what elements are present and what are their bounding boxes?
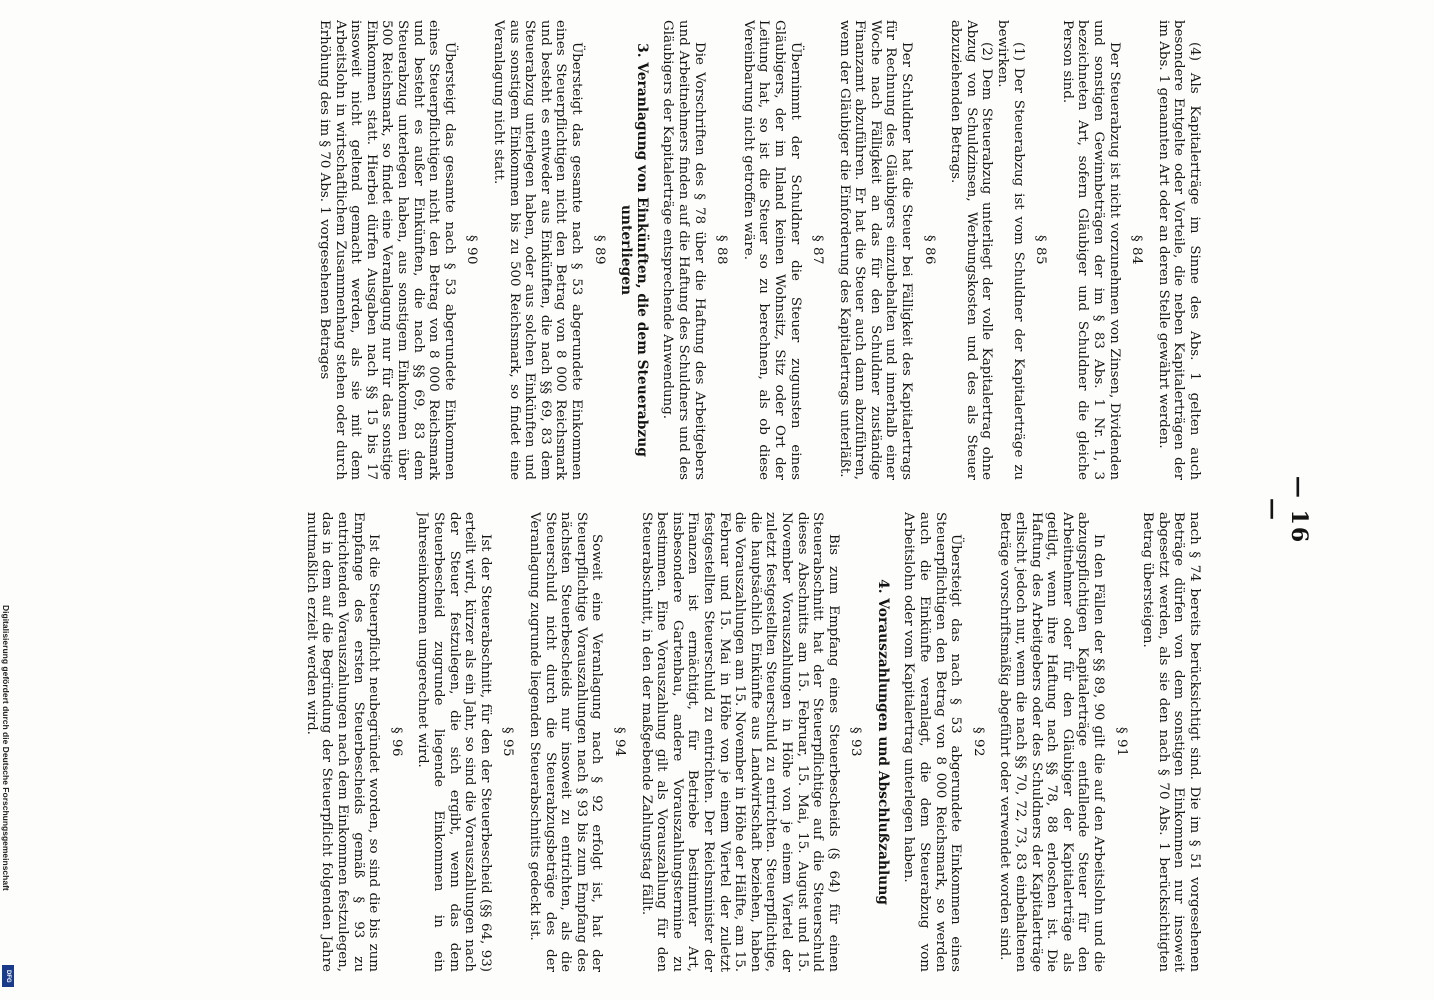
- rotated-text-block: [162, 0, 1322, 1000]
- paragraph: Die Vorschriften des § 78 über die Haftung des Arbeitgebers und Arbeitnehmers finden auf die Haftung des Schuldners und des Gläubigers der Kapitalerträge entsprechende Anwendung.: [660, 20, 707, 480]
- paragraph: (4) Als Kapitalerträge im Sinne des Abs. 1 gelten auch besondere Entgelte oder Vorteile, die neben Kapitalerträgen der im Abs. 1 genannten Art oder an deren Stelle gewährt werden.: [1155, 20, 1202, 480]
- paragraph: (2) Dem Steuerabzug unterliegt der volle Kapitalertrag ohne Abzug von Schuldzinsen, Werbungskosten und des als Steuer abzuziehenden Betrags.: [948, 20, 995, 480]
- paragraph: nach § 74 bereits berücksichtigt sind. Die im § 51 vorgesehenen Beträge dürfen von dem sonstigen Einkommen nur insoweit abgesetzt werden, als sie den nach § 70 Abs. 1 berücksichtigten Betrag übersteigen.: [1140, 512, 1202, 972]
- section-number: § 84: [1129, 235, 1145, 265]
- paragraph: Übernimmt der Schuldner die Steuer zugunsten eines Gläubigers, der im Inland keinen Wohnsitz, Sitz oder Ort der Leitung hat, so ist die Steuer so zu berechnen, als ob diese Vereinbarung nicht getroffen wäre.: [740, 20, 803, 480]
- paragraph: Der Steuerabzug ist nicht vorzunehmen von Zinsen, Dividenden und sonstigen Gewinnbeträgen der im § 83 Abs. 1 Nr. 1, 3 bezeichneten Art, sofern Gläubiger und Schuldner die gleiche Person sind.: [1059, 20, 1122, 480]
- digitization-credit: Digitalisierung gefördert durch die Deutsche Forschungsgemeinschaft: [1, 605, 11, 891]
- right-column: [162, 512, 1202, 972]
- paragraph: (1) Der Steuerabzug ist vom Schuldner der Kapitalerträge zu bewirken.: [995, 20, 1026, 480]
- paragraph: Bis zum Empfang eines Steuerbescheids (§ 64) für einen Steuerabschnitt hat der Steuerpflichtige auf die Steuerschuld dieses Abschnitts am 15. Februar, 15. Mai, 15. August und 15. November Vorauszahlungen in Höhe von je einem Viertel der zuletzt festgestellten Steuerschuld zu entrichten. Steuerpflichtige, die hauptsächlich Einkünfte aus Landwirtschaft beziehen, haben die Vorauszahlungen am 15. November in Höhe der Hälfte, am 15. Februar und 15. Mai in Höhe von je einem Viertel der zuletzt festgestellten Steuerschuld zu entrichten. Der Reichsminister der Finanzen ist ermächtigt, für Betriebe bestimmter Art, insbesondere Gartenbau, andere Vorauszahlungstermine zu bestimmen. Eine Vorauszahlung gilt als Vorauszahlung für den Steuerabschnitt, in den der maßgebende Zahlungstag fällt.: [638, 512, 841, 972]
- section-number: § 86: [921, 235, 937, 265]
- paragraph: Übersteigt das nach § 53 abgerundete Einkommen eines Steuerpflichtigen den Betrag von 8 000 Reichsmark, so werden auch die Einkünfte veranlagt, die dem Steuerabzug vom Arbeitslohn oder vom Kapitalertrag unterlegen haben.: [901, 512, 964, 972]
- chapter-heading: 3. Veranlagung von Einkünften, die dem Steuerabzug unterliegen: [618, 43, 650, 457]
- section-number: § 85: [1033, 235, 1049, 265]
- section-number: § 92: [970, 727, 986, 757]
- page-number: — 16 —: [1260, 475, 1312, 545]
- dfg-logo-icon: DFG: [2, 965, 14, 987]
- section-number: § 93: [848, 727, 864, 757]
- paragraph: Ist der Steuerabschnitt, für den der Steuerbescheid (§§ 64, 93) erteilt wird, kürzer als ein Jahr, so sind die Vorauszahlungen nach der Steuer festzulegen, die sich ergibt, wenn das dem Steuerbescheid zugrunde liegende Einkommen in ein Jahreseinkommen umgerechnet wird.: [415, 512, 493, 972]
- left-column: [162, 20, 1202, 480]
- paragraph: Übersteigt das gesamte nach § 53 abgerundete Einkommen eines Steuerpflichtigen nicht den Betrag von 8 000 Reichsmark und besteht es entweder aus Einkünften, die nach §§ 69, 83 dem Steuerabzug unterlegen haben, oder aus solchen Einkünften und aus sonstigem Einkommen bis zu 500 Reichsmark, so findet eine Veranlagung nicht statt.: [491, 20, 584, 480]
- section-number: § 94: [612, 727, 627, 757]
- section-number: § 90: [464, 235, 480, 265]
- chapter-heading: 4. Vorauszahlungen und Abschlußzahlung: [874, 579, 891, 905]
- footer: [1, 605, 11, 985]
- paragraph: Ist die Steuerpflicht neubegründet worden, so sind die bis zum Empfange des ersten Steuerbescheids gemäß § 93 zu entrichtenden Vorauszahlungen nach dem Einkommen festzulegen, das in dem auf die Begründung der Steuerpflicht folgenden Jahre mutmaßlich erzielt werden wird.: [303, 512, 382, 972]
- paragraph: Übersteigt das gesamte nach § 53 abgerundete Einkommen eines Steuerpflichtigen nicht den Betrag von 8 000 Reichsmark und besteht es außer Einkünften, die nach §§ 69, 83 dem Steuerabzug unterlegen haben, aus sonstigem Einkommen über 500 Reichsmark, so findet eine Veranlagung nur für das sonstige Einkommen statt. Hierbei dürfen Ausgaben nach §§ 15 bis 17 insoweit nicht geltend gemacht werden, als sie mit dem Arbeitslohn in wirtschaftlichem Zusammenhang stehen oder durch Erhöhung des im § 70 Abs. 1 vorgesehenen Betrages: [317, 20, 457, 480]
- section-number: § 95: [500, 727, 516, 757]
- section-number: § 88: [714, 235, 730, 265]
- paragraph: In den Fällen der §§ 89, 90 gilt die auf den Arbeitslohn und die abzugspflichtigen Kapitalerträge entfallende Steuer für den Arbeitnehmer oder für den Gläubiger der Kapitalerträge als getilgt, wenn ihre Haftung nach §§ 78, 88 erloschen ist. Die Haftung des Arbeitgebers oder des Schuldners der Kapitalerträge erlischt jedoch nur, wenn die nach §§ 70, 72, 73, 83 einbehaltenen Beträge vorschriftsmäßig abgeführt oder verwendet worden sind.: [997, 512, 1107, 972]
- section-number: § 87: [810, 235, 826, 265]
- paragraph: Der Schuldner hat die Steuer bei Fälligkeit des Kapitalertrags für Rechnung des Gläubigers einzubehalten und innerhalb einer Woche nach Fälligkeit an das für den Schuldner zuständige Finanzamt abzuführen. Er hat die Steuer auch dann abzuführen, wenn der Gläubiger die Einforderung des Kapitalertrags unterläßt.: [836, 20, 915, 480]
- section-number: § 91: [1113, 727, 1129, 757]
- section-number: § 89: [591, 235, 607, 265]
- paragraph: Soweit eine Veranlagung nach § 92 erfolgt ist, hat der Steuerpflichtige Vorauszahlungen nach § 93 bis zum Empfang des nächsten Steuerbescheids nur insoweit zu entrichten, als die Steuerschuld nicht durch die Steuerabzugsbeträge des der Veranlagung zugrunde liegenden Steuerabschnitts gedeckt ist.: [527, 512, 605, 972]
- section-number: § 96: [388, 727, 404, 757]
